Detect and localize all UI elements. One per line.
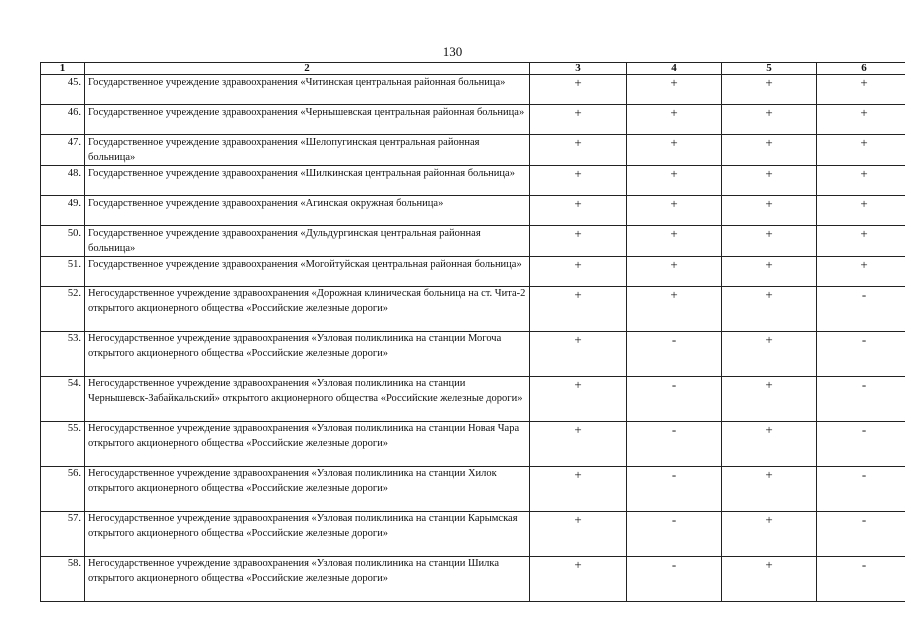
institution-name: Государственное учреждение здравоохранения «Агинская окружная больница» bbox=[85, 196, 530, 226]
cell-mark: + bbox=[722, 105, 817, 135]
cell-mark: + bbox=[627, 105, 722, 135]
cell-mark: + bbox=[722, 332, 817, 377]
cell-mark: + bbox=[722, 257, 817, 287]
row-number: 51. bbox=[41, 257, 85, 287]
cell-mark: + bbox=[530, 257, 627, 287]
cell-mark: + bbox=[722, 512, 817, 557]
cell-mark: + bbox=[530, 135, 627, 166]
cell-mark: + bbox=[530, 422, 627, 467]
cell-mark: + bbox=[817, 105, 905, 135]
cell-mark: - bbox=[817, 512, 905, 557]
institution-name: Негосударственное учреждение здравоохранения «Узловая поликлиника на станции Карымская открытого акционерного общества «Российские железные дороги» bbox=[85, 512, 530, 557]
column-header: 2 bbox=[85, 63, 530, 75]
institution-name: Государственное учреждение здравоохранения «Шелопугинская центральная районная больница» bbox=[85, 135, 530, 166]
cell-mark: + bbox=[627, 257, 722, 287]
cell-mark: + bbox=[627, 166, 722, 196]
cell-mark: - bbox=[627, 512, 722, 557]
cell-mark: + bbox=[722, 287, 817, 332]
cell-mark: + bbox=[722, 75, 817, 105]
table-row bbox=[41, 377, 905, 422]
cell-mark: - bbox=[817, 332, 905, 377]
cell-mark: + bbox=[530, 75, 627, 105]
institution-name: Негосударственное учреждение здравоохранения «Узловая поликлиника на станции Новая Чара открытого акционерного общества «Российские железные дороги» bbox=[85, 422, 530, 467]
cell-mark: + bbox=[530, 287, 627, 332]
row-number: 53. bbox=[41, 332, 85, 377]
table-row bbox=[41, 196, 905, 226]
cell-mark: - bbox=[627, 332, 722, 377]
table-row bbox=[41, 557, 905, 602]
cell-mark: + bbox=[817, 75, 905, 105]
page-number: 130 bbox=[442, 44, 463, 59]
institution-name: Негосударственное учреждение здравоохранения «Узловая поликлиника на станции Шилка открытого акционерного общества «Российские железные дороги» bbox=[85, 557, 530, 602]
cell-mark: + bbox=[722, 226, 817, 257]
row-number: 48. bbox=[41, 166, 85, 196]
institutions-table bbox=[40, 62, 905, 602]
row-number: 56. bbox=[41, 467, 85, 512]
table-row bbox=[41, 166, 905, 196]
cell-mark: + bbox=[722, 196, 817, 226]
institution-name: Государственное учреждение здравоохранения «Дульдургинская центральная районная больница» bbox=[85, 226, 530, 257]
cell-mark: + bbox=[627, 287, 722, 332]
column-header: 1 bbox=[41, 63, 85, 75]
cell-mark: + bbox=[722, 467, 817, 512]
cell-mark: - bbox=[627, 422, 722, 467]
cell-mark: + bbox=[817, 226, 905, 257]
cell-mark: + bbox=[530, 557, 627, 602]
cell-mark: + bbox=[722, 166, 817, 196]
cell-mark: - bbox=[627, 377, 722, 422]
row-number: 47. bbox=[41, 135, 85, 166]
cell-mark: + bbox=[530, 196, 627, 226]
column-header: 5 bbox=[722, 63, 817, 75]
cell-mark: + bbox=[530, 105, 627, 135]
cell-mark: - bbox=[817, 422, 905, 467]
cell-mark: - bbox=[817, 467, 905, 512]
cell-mark: - bbox=[817, 557, 905, 602]
column-header: 3 bbox=[530, 63, 627, 75]
institution-name: Негосударственное учреждение здравоохранения «Дорожная клиническая больница на ст. Чита-2 открытого акционерного общества «Российские железные дороги» bbox=[85, 287, 530, 332]
cell-mark: + bbox=[530, 512, 627, 557]
cell-mark: - bbox=[627, 467, 722, 512]
table-row bbox=[41, 135, 905, 166]
cell-mark: + bbox=[530, 377, 627, 422]
row-number: 54. bbox=[41, 377, 85, 422]
cell-mark: - bbox=[627, 557, 722, 602]
cell-mark: - bbox=[817, 287, 905, 332]
row-number: 55. bbox=[41, 422, 85, 467]
table-header-row bbox=[41, 63, 905, 75]
cell-mark: + bbox=[627, 75, 722, 105]
cell-mark: + bbox=[722, 557, 817, 602]
cell-mark: + bbox=[627, 135, 722, 166]
table-row bbox=[41, 105, 905, 135]
cell-mark: + bbox=[627, 196, 722, 226]
institution-name: Государственное учреждение здравоохранения «Читинская центральная районная больница» bbox=[85, 75, 530, 105]
institution-name: Негосударственное учреждение здравоохранения «Узловая поликлиника на станции Хилок открытого акционерного общества «Российские железные дороги» bbox=[85, 467, 530, 512]
cell-mark: + bbox=[817, 257, 905, 287]
cell-mark: - bbox=[817, 377, 905, 422]
cell-mark: + bbox=[627, 226, 722, 257]
table-row bbox=[41, 467, 905, 512]
table-row bbox=[41, 512, 905, 557]
table-row bbox=[41, 287, 905, 332]
table-row bbox=[41, 226, 905, 257]
institution-name: Негосударственное учреждение здравоохранения «Узловая поликлиника на станции Чернышевск-Забайкальский» открытого акционерного общества «Российские железные дороги» bbox=[85, 377, 530, 422]
cell-mark: + bbox=[722, 377, 817, 422]
cell-mark: + bbox=[817, 135, 905, 166]
institution-name: Государственное учреждение здравоохранения «Шилкинская центральная районная больница» bbox=[85, 166, 530, 196]
table-row bbox=[41, 75, 905, 105]
cell-mark: + bbox=[722, 422, 817, 467]
row-number: 58. bbox=[41, 557, 85, 602]
cell-mark: + bbox=[817, 166, 905, 196]
institution-name: Государственное учреждение здравоохранения «Могойтуйская центральная районная больница» bbox=[85, 257, 530, 287]
table-row bbox=[41, 257, 905, 287]
cell-mark: + bbox=[817, 196, 905, 226]
row-number: 46. bbox=[41, 105, 85, 135]
cell-mark: + bbox=[722, 135, 817, 166]
cell-mark: + bbox=[530, 226, 627, 257]
table-row bbox=[41, 422, 905, 467]
table-row bbox=[41, 332, 905, 377]
institution-name: Государственное учреждение здравоохранения «Чернышевская центральная районная больница» bbox=[85, 105, 530, 135]
cell-mark: + bbox=[530, 166, 627, 196]
column-header: 4 bbox=[627, 63, 722, 75]
cell-mark: + bbox=[530, 467, 627, 512]
column-header: 6 bbox=[817, 63, 905, 75]
institution-name: Негосударственное учреждение здравоохранения «Узловая поликлиника на станции Могоча открытого акционерного общества «Российские железные дороги» bbox=[85, 332, 530, 377]
row-number: 52. bbox=[41, 287, 85, 332]
row-number: 50. bbox=[41, 226, 85, 257]
row-number: 57. bbox=[41, 512, 85, 557]
row-number: 45. bbox=[41, 75, 85, 105]
row-number: 49. bbox=[41, 196, 85, 226]
cell-mark: + bbox=[530, 332, 627, 377]
